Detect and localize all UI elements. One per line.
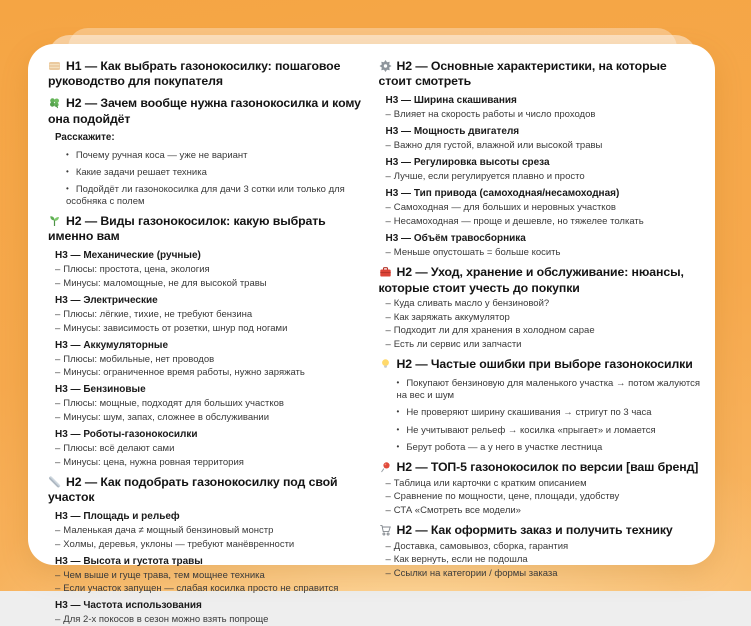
dash-item-text: Для 2-х покосов в сезон можно взять попроще [63,614,269,626]
outline-h2-heading [379,460,703,475]
bullet-glyph: • [66,184,69,194]
outline-h3-heading-text: H3 — Аккумуляторные [55,339,169,351]
outline-h2-heading-text: H2 — Основные характеристики, на которые стоит смотреть [378,59,667,89]
outline-column-left [48,58,372,626]
dash-prefix: – [55,264,61,276]
outline-h3-heading [55,429,372,441]
dash-item-text: Чем выше и гуще трава, тем мощнее техника [63,569,265,581]
dash-item-text: Как заряжать аккумулятор [393,311,510,323]
clover-icon [48,97,61,109]
bullet-glyph: • [396,442,400,452]
dash-prefix: – [385,504,391,516]
pushpin-icon [379,461,392,473]
dash-item-text: Влияет на скорость работы и число проходов [393,109,596,121]
dash-prefix: – [385,311,391,323]
dash-item-text: Плюсы: простота, цена, экология [63,264,210,276]
dash-item [386,568,703,579]
dash-item [386,554,703,565]
dash-item-text: Сравнение по мощности, цене, площади, удобству [393,491,620,503]
bullet-item [55,184,372,207]
bullet-glyph: • [66,167,69,177]
dash-item-text: Как вернуть, если не подошла [393,554,528,566]
outline-h3-heading-text: H3 — Роботы-газонокосилки [55,428,198,440]
dash-item-text: Плюсы: всё делают сами [63,443,175,455]
bullet-item-text: Подойдёт ли газонокосилка для дачи 3 сотки или только для особняка с полем [66,184,345,207]
gear-icon [379,60,392,72]
dash-prefix: – [385,567,391,579]
outline-h3-heading [386,188,703,200]
dash-item [386,505,703,516]
bullet-glyph: • [396,378,400,388]
outline-h2-heading [48,96,372,126]
dash-prefix: – [385,554,391,566]
dash-item-text: Куда сливать масло у бензиновой? [393,298,550,310]
dash-prefix: – [55,569,61,581]
outline-h3-heading [386,95,703,107]
bullet-item [386,425,703,436]
dash-item [55,278,372,289]
dash-item [386,325,703,336]
dash-prefix: – [385,215,391,227]
dash-item-text: Минусы: зависимость от розетки, шнур под ногами [63,322,288,334]
dash-prefix: – [385,491,391,503]
outline-h3-heading [55,556,372,568]
dash-item [386,541,703,552]
outline-h3-heading-text: H3 — Площадь и рельеф [55,510,180,522]
outline-h3-heading-text: H3 — Регулировка высоты среза [385,157,550,169]
dash-prefix: – [55,398,61,410]
dash-item [55,457,372,468]
dash-prefix: – [55,277,61,289]
bullet-item-text: Почему ручная коса — уже не вариант [75,149,248,161]
dash-prefix: – [55,353,61,365]
dash-item-text: Несамоходная — проще и дешевле, но тяжелее толкать [393,215,644,227]
dash-item-text: Плюсы: мобильные, нет проводов [63,353,215,365]
bullet-item-text: Какие задачи решает техника [75,167,207,179]
dash-item-text: Лучше, если регулируется плавно и просто [393,171,585,183]
bullet-item-text: Не учитывают рельеф → косилка «прыгает» и ломается [406,424,656,436]
seedling-icon [48,215,61,227]
dash-item [55,614,372,625]
outline-h2-heading-text: H2 — Частые ошибки при выборе газонокосилки [396,357,693,372]
dash-item [386,339,703,350]
dash-item-text: Самоходная — для больших и неровных участков [393,202,616,214]
bullet-item [386,378,703,401]
ruler-icon [48,476,61,488]
outline-h2-heading [379,265,703,295]
dash-item [55,398,372,409]
outline-h3-heading [55,340,372,352]
dash-item-text: Важно для густой, влажной или высокой травы [393,140,603,152]
dash-prefix: – [385,171,391,183]
dash-item [55,264,372,275]
dash-prefix: – [55,583,61,595]
dash-item [55,412,372,423]
dash-item [386,298,703,309]
dash-item-text: Маленькая дача ≠ мощный бензиновый монстр [63,525,274,537]
dash-item [55,525,372,536]
bullet-item [386,442,703,453]
dash-item [386,478,703,489]
outline-h3-heading-text: H3 — Ширина скашивания [385,94,517,106]
dash-item-text: Доставка, самовывоз, сборка, гарантия [393,540,569,552]
dash-prefix: – [55,456,61,468]
outline-h3-heading-text: H3 — Бензиновые [55,384,146,396]
outline-h3-heading [386,157,703,169]
bullet-glyph: • [66,149,69,159]
outline-h2-heading-text: H2 — Как подобрать газонокосилку под свой участок [48,475,338,505]
dash-item-text: Если участок запущен — слабая косилка просто не справится [63,583,339,595]
dash-item-text: Минусы: ограниченное время работы, нужно заряжать [63,367,305,379]
outline-h3-heading-text: H3 — Мощность двигателя [385,126,520,138]
dash-item [55,539,372,550]
dash-item [386,216,703,227]
dash-item-text: Таблица или карточки с кратким описанием [393,477,587,489]
bullet-item-text: Покупают бензиновую для маленького участка → потом жалуются на вес и шум [396,378,701,401]
dash-item-text: Минусы: маломощные, не для высокой травы [63,277,267,289]
dash-prefix: – [385,247,391,259]
outline-h2-heading-text: H2 — Уход, хранение и обслуживание: нюансы, которые стоит учесть до покупки [378,265,684,295]
outline-h3-heading-text: H3 — Механические (ручные) [55,250,201,262]
dash-item [386,140,703,151]
dash-item [386,171,703,182]
dash-item-text: Есть ли сервис или запчасти [393,338,522,350]
outline-h2-heading [379,59,703,89]
dash-prefix: – [55,614,61,626]
dash-item [55,323,372,334]
dash-item-text: Подходит ли для хранения в холодном сарае [393,325,595,337]
outline-h3-heading [386,233,703,245]
outline-h2-heading [379,523,703,538]
toolbox-icon [379,266,392,278]
dash-prefix: – [385,338,391,350]
bullet-item-text: Не проверяют ширину скашивания → стригут по 3 часа [406,407,652,419]
dash-item-text: Меньше опустошать = больше косить [393,247,561,259]
dash-prefix: – [55,443,61,455]
dash-prefix: – [385,202,391,214]
dash-item [386,247,703,258]
dash-item [55,583,372,594]
dash-prefix: – [385,109,391,121]
outline-h1-heading [48,59,372,89]
dash-prefix: – [55,367,61,379]
bullet-item-text: Берут робота — а у него в участке лестница [406,442,603,454]
outline-h3-heading-text: H3 — Частота использования [55,600,202,612]
dash-item [55,570,372,581]
outline-h2-heading-text: H2 — Зачем вообще нужна газонокосилка и кому она подойдёт [48,96,361,126]
dash-prefix: – [55,525,61,537]
outline-h1-heading-text: H1 — Как выбрать газонокосилку: пошаговое руководство для покупателя [48,59,341,89]
outline-h2-heading-text: H2 — Как оформить заказ и получить технику [396,523,673,538]
outline-h3-heading-text: H3 — Тип привода (самоходная/несамоходная) [385,188,620,200]
outline-h3-heading [55,295,372,307]
lightbulb-icon [379,358,392,370]
dash-item [386,202,703,213]
outline-column-right [378,58,703,579]
outline-h3-heading-text: H3 — Электрические [55,294,158,306]
section-label [55,132,372,144]
dash-item-text: Холмы, деревья, уклоны — требуют манёвренности [63,538,295,550]
dash-prefix: – [385,477,391,489]
dash-item-text: Плюсы: лёгкие, тихие, не требуют бензина [63,309,253,321]
dash-prefix: – [385,540,391,552]
dash-prefix: – [55,322,61,334]
dash-prefix: – [55,309,61,321]
dash-item-text: Плюсы: мощные, подходят для больших участков [63,398,284,410]
dash-item [386,312,703,323]
outline-h3-heading [55,600,372,612]
outline-h2-heading [48,214,372,244]
dash-item [55,367,372,378]
cart-icon [379,524,392,536]
dash-item [55,354,372,365]
dash-item-text: СТА «Смотреть все модели» [393,504,521,516]
dash-item-text: Ссылки на категории / формы заказа [393,567,558,579]
outline-h2-heading [379,357,703,372]
bullet-item [386,407,703,418]
bullet-item [55,167,372,178]
dash-item-text: Минусы: шум, запах, сложнее в обслуживании [63,411,270,423]
dash-item [55,443,372,454]
outline-h3-heading [386,126,703,138]
outline-h2-heading-text: H2 — Виды газонокосилок: какую выбрать именно вам [48,214,326,244]
dash-prefix: – [385,298,391,310]
dash-item [386,491,703,502]
basket-icon [48,60,61,72]
dash-prefix: – [385,325,391,337]
bullet-glyph: • [396,407,400,417]
dash-item [386,109,703,120]
outline-h3-heading [55,384,372,396]
outline-h2-heading [48,475,372,505]
bullet-item [55,150,372,161]
dash-prefix: – [55,411,61,423]
dash-prefix: – [385,140,391,152]
outline-h2-heading-text: H2 — ТОП-5 газонокосилок по версии [ваш бренд] [396,460,699,475]
outline-h3-heading [55,511,372,523]
dash-item [55,309,372,320]
outline-h3-heading-text: H3 — Объём травосборника [385,232,526,244]
dash-prefix: – [55,538,61,550]
outline-h3-heading [55,250,372,262]
outline-h3-heading-text: H3 — Высота и густота травы [55,555,203,567]
outline-card [28,44,715,626]
bullet-glyph: • [396,424,400,434]
dash-item-text: Минусы: цена, нужна ровная территория [63,456,244,468]
section-label-text: Расскажите: [55,131,115,143]
